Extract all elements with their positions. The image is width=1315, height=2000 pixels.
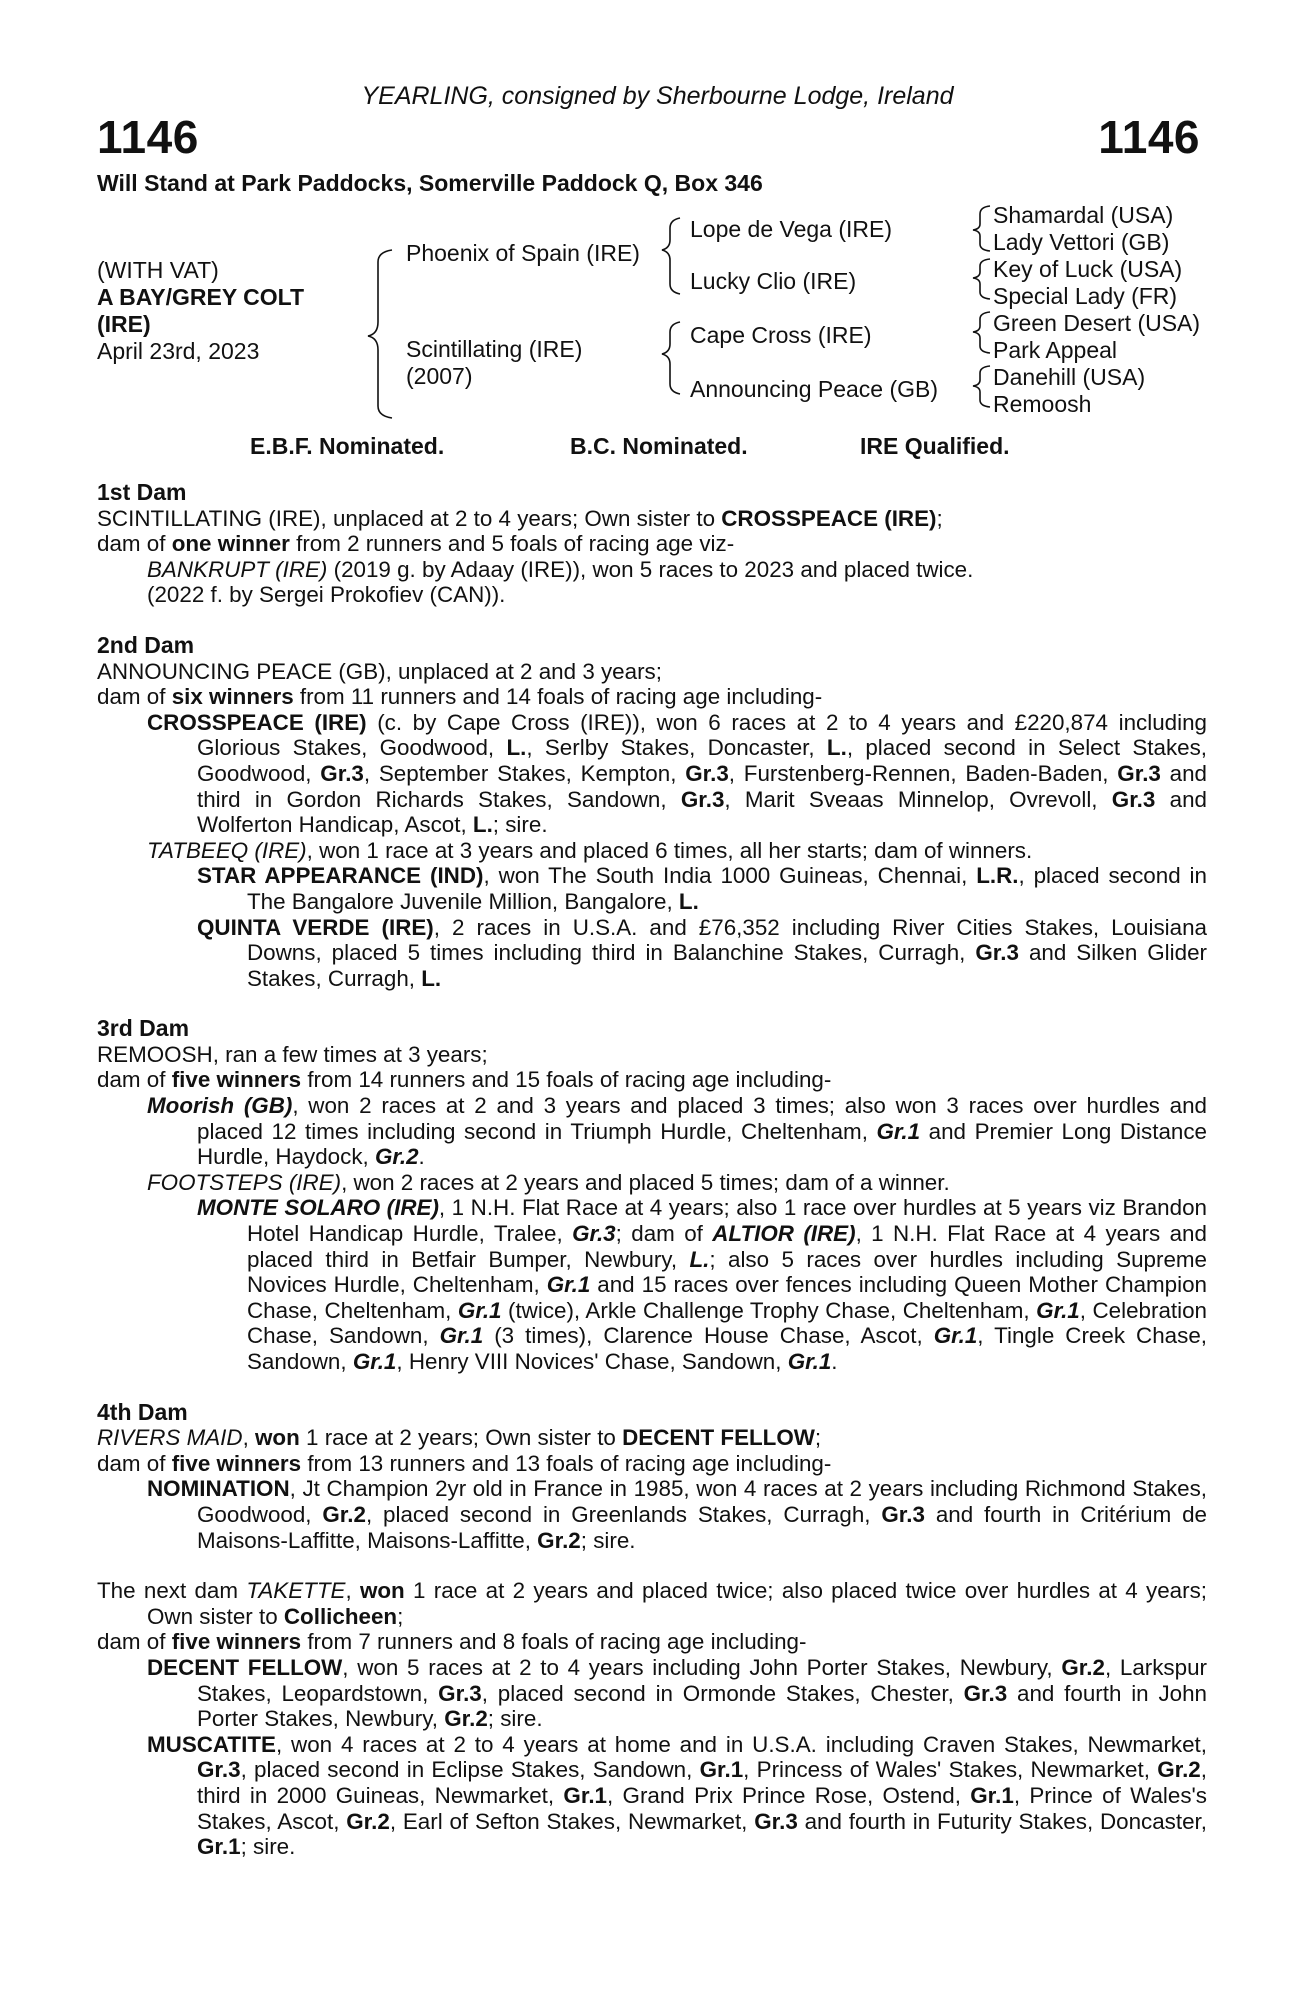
- second-dam-line-2: dam of six winners from 11 runners and 14 foals of racing age including-: [97, 684, 823, 710]
- second-dam-line-1: ANNOUNCING PEACE (GB), unplaced at 2 and 3 years;: [97, 658, 662, 684]
- next-dam-line-2: dam of five winners from 7 runners and 8 foals of racing age including-: [97, 1629, 807, 1655]
- ire-qualified: IRE Qualified.: [860, 433, 1010, 459]
- third-dam-line-1: REMOOSH, ran a few times at 3 years;: [97, 1041, 488, 1067]
- dam-name: Scintillating (IRE): [406, 336, 583, 362]
- first-dam-foal-2: (2022 f. by Sergei Prokofiev (CAN)).: [147, 582, 506, 608]
- star-appearance-entry: STAR APPEARANCE (IND), won The South India 1000 Guineas, Chennai, L.R., placed second in The Bangalore Juvenile Million, Bangalore, L.: [197, 863, 1207, 914]
- consignor-line: YEARLING, consigned by Sherbourne Lodge, Ireland: [361, 82, 954, 110]
- moorish-entry: Moorish (GB), won 2 races at 2 and 3 years and placed 3 times; also won 3 races over hurdles and placed 12 times including second in Triumph Hurdle, Cheltenham, Gr.1 and Premier Long Distance Hurdle, Haydock, Gr.2.: [147, 1093, 1207, 1170]
- dam-year: (2007): [406, 363, 473, 389]
- dam-dam: Announcing Peace (GB): [690, 376, 939, 402]
- fourth-dam-line-1: RIVERS MAID, won 1 race at 2 years; Own sister to DECENT FELLOW;: [97, 1425, 822, 1451]
- horse-description-1: A BAY/GREY COLT: [97, 284, 305, 310]
- horse-description-2: (IRE): [97, 311, 151, 337]
- ggp-3: Key of Luck (USA): [993, 256, 1183, 282]
- next-dam-line-1: The next dam TAKETTE, won 1 race at 2 years and placed twice; also placed twice over hurdles at 4 years; Own sister to Collicheen;: [97, 1578, 1208, 1629]
- vat-note: (WITH VAT): [97, 257, 219, 283]
- ggp-4: Special Lady (FR): [993, 283, 1178, 309]
- sire-dam: Lucky Clio (IRE): [690, 268, 857, 294]
- second-dam-title: 2nd Dam: [97, 631, 195, 658]
- first-dam-line-2: dam of one winner from 2 runners and 5 foals of racing age viz-: [97, 531, 735, 557]
- muscatite-entry: MUSCATITE, won 4 races at 2 to 4 years at home and in U.S.A. including Craven Stakes, Newmarket, Gr.3, placed second in Eclipse Stakes, Sandown, Gr.1, Princess of Wales' Stakes, Newmarket, Gr.2, third in 2000 Guineas, Newmarket, Gr.1, Grand Prix Prince Rose, Ostend, Gr.1, Prince of Wales's Stakes, Ascot, Gr.2, Earl of Sefton Stakes, Newmarket, Gr.3 and fourth in Futurity Stakes, Doncaster, Gr.1; sire.: [147, 1731, 1207, 1860]
- first-dam-title: 1st Dam: [97, 479, 187, 505]
- bc-nomination: B.C. Nominated.: [570, 433, 748, 459]
- nomination-entry: NOMINATION, Jt Champion 2yr old in France in 1985, won 4 races at 2 years including Richmond Stakes, Goodwood, Gr.2, placed second in Greenlands Stakes, Curragh, Gr.3 and fourth in Critérium de Maisons-Laffitte, Maisons-Laffitte, Gr.2; sire.: [147, 1476, 1208, 1553]
- footsteps-entry: FOOTSTEPS (IRE), won 2 races at 2 years and placed 5 times; dam of a winner.: [147, 1169, 950, 1195]
- ggp-2: Lady Vettori (GB): [993, 229, 1170, 255]
- ebf-nomination: E.B.F. Nominated.: [250, 433, 445, 459]
- quinta-verde-entry: QUINTA VERDE (IRE), 2 races in U.S.A. and £76,352 including River Cities Stakes, Louisiana Downs, placed 5 times including third in Balanchine Stakes, Curragh, Gr.3 and Silken Glider Stakes, Curragh, L.: [197, 914, 1207, 991]
- ggp-6: Park Appeal: [993, 337, 1118, 363]
- tatbeeq-entry: TATBEEQ (IRE), won 1 race at 3 years and placed 6 times, all her starts; dam of winners.: [147, 837, 1033, 863]
- ggp-5: Green Desert (USA): [993, 310, 1201, 336]
- sire-sire: Lope de Vega (IRE): [690, 216, 893, 242]
- sire-name: Phoenix of Spain (IRE): [406, 240, 640, 266]
- third-dam-line-2: dam of five winners from 14 runners and 15 foals of racing age including-: [97, 1067, 832, 1093]
- dam-sire: Cape Cross (IRE): [690, 322, 872, 348]
- fourth-dam-title: 4th Dam: [97, 1398, 188, 1425]
- third-dam-title: 3rd Dam: [97, 1015, 190, 1042]
- lot-number-right: 1146: [1098, 111, 1200, 163]
- stand-location: Will Stand at Park Paddocks, Somerville Paddock Q, Box 346: [97, 170, 763, 196]
- ggp-1: Shamardal (USA): [993, 202, 1174, 228]
- catalogue-body: [97, 480, 1207, 1860]
- foaling-date: April 23rd, 2023: [97, 338, 260, 364]
- first-dam-foal-1: BANKRUPT (IRE) (2019 g. by Adaay (IRE)), won 5 races to 2023 and placed twice.: [147, 556, 974, 582]
- first-dam-line-1: SCINTILLATING (IRE), unplaced at 2 to 4 years; Own sister to CROSSPEACE (IRE);: [97, 505, 943, 531]
- ggp-8: Remoosh: [993, 391, 1092, 417]
- monte-solaro-entry: MONTE SOLARO (IRE), 1 N.H. Flat Race at 4 years; also 1 race over hurdles at 5 years viz Brandon Hotel Handicap Hurdle, Tralee, Gr.3; dam of ALTIOR (IRE), 1 N.H. Flat Race at 4 years and placed third in Betfair Bumper, Newbury, L.; also 5 races over hurdles including Supreme Novices Hurdle, Cheltenham, Gr.1 and 15 races over fences including Queen Mother Champion Chase, Cheltenham, Gr.1 (twice), Arkle Challenge Trophy Chase, Cheltenham, Gr.1, Celebration Chase, Sandown, Gr.1 (3 times), Clarence House Chase, Ascot, Gr.1, Tingle Creek Chase, Sandown, Gr.1, Henry VIII Novices' Chase, Sandown, Gr.1.: [197, 1195, 1208, 1374]
- crosspeace-entry: CROSSPEACE (IRE) (c. by Cape Cross (IRE)), won 6 races at 2 to 4 years and £220,874 including Glorious Stakes, Goodwood, L., Serlby Stakes, Doncaster, L., placed second in Select Stakes, Goodwood, Gr.3, September Stakes, Kempton, Gr.3, Furstenberg-Rennen, Baden-Baden, Gr.3 and third in Gordon Richards Stakes, Sandown, Gr.3, Marit Sveaas Minnelop, Ovrevoll, Gr.3 and Wolferton Handicap, Ascot, L.; sire.: [147, 709, 1208, 838]
- lot-number-left: 1146: [97, 111, 199, 163]
- decent-fellow-entry: DECENT FELLOW, won 5 races at 2 to 4 years including John Porter Stakes, Newbury, Gr.2, Larkspur Stakes, Leopardstown, Gr.3, placed second in Ormonde Stakes, Chester, Gr.3 and fourth in John Porter Stakes, Newbury, Gr.2; sire.: [147, 1654, 1207, 1732]
- fourth-dam-line-2: dam of five winners from 13 runners and 13 foals of racing age including-: [97, 1450, 832, 1476]
- ggp-7: Danehill (USA): [993, 364, 1146, 390]
